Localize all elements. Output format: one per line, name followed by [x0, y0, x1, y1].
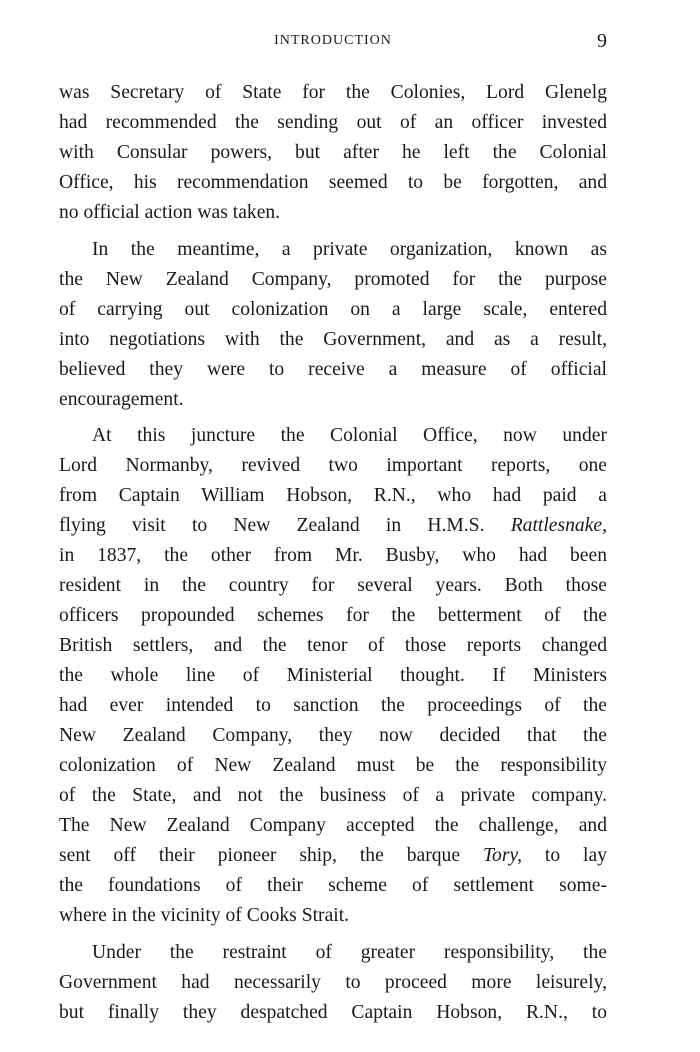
- text-line: colonization of New Zealand must be the responsibility: [59, 755, 607, 776]
- running-head: [59, 30, 607, 55]
- body-text: [59, 78, 607, 1034]
- text-line: the whole line of Ministerial thought. If Ministers: [59, 665, 607, 686]
- text-line: officers propounded schemes for the betterment of the: [59, 605, 607, 626]
- text-line: had recommended the sending out of an officer invested: [59, 112, 607, 133]
- italic-ship-name: Tory,: [482, 845, 522, 866]
- text-line: believed they were to receive a measure of official: [59, 358, 607, 380]
- text-line: no official action was taken.: [59, 202, 281, 223]
- text-line: encouragement.: [59, 388, 184, 410]
- text-line: in 1837, the other from Mr. Busby, who had been: [59, 545, 607, 566]
- text-line: Lord Normanby, revived two important reports, one: [59, 455, 607, 476]
- paragraph: [59, 938, 607, 1028]
- text-line: Under the restraint of greater responsibility, the: [92, 941, 607, 963]
- text-segment: sent off their pioneer ship, the barque: [59, 845, 483, 866]
- text-segment: to lay: [521, 845, 607, 866]
- italic-ship-name: Rattlesnake,: [510, 515, 607, 536]
- paragraph: [59, 421, 607, 931]
- text-line: had ever intended to sanction the proceedings of the: [59, 695, 607, 716]
- paragraph: [59, 235, 607, 415]
- text-line: [59, 511, 607, 541]
- running-title: INTRODUCTION: [274, 33, 392, 48]
- text-line: of carrying out colonization on a large scale, entered: [59, 298, 607, 320]
- text-line: resident in the country for several years. Both those: [59, 575, 607, 596]
- text-line: In the meantime, a private organization, known as: [92, 238, 607, 260]
- text-line: British settlers, and the tenor of those reports changed: [59, 635, 607, 656]
- text-line: into negotiations with the Government, and as a result,: [59, 328, 607, 350]
- page-number: 9: [597, 30, 607, 52]
- text-line: but finally they despatched Captain Hobson, R.N., to: [59, 1001, 607, 1023]
- text-segment: flying visit to New Zealand in H.M.S.: [59, 515, 511, 536]
- text-line: The New Zealand Company accepted the challenge, and: [59, 815, 607, 836]
- text-line: the New Zealand Company, promoted for the purpose: [59, 268, 607, 290]
- text-line: New Zealand Company, they now decided that the: [59, 725, 607, 746]
- text-line: where in the vicinity of Cooks Strait.: [59, 905, 350, 926]
- text-line: with Consular powers, but after he left the Colonial: [59, 142, 607, 163]
- text-line: was Secretary of State for the Colonies, Lord Glenelg: [59, 82, 607, 103]
- text-line: At this juncture the Colonial Office, now under: [92, 425, 607, 446]
- text-line: Office, his recommendation seemed to be forgotten, and: [59, 172, 607, 193]
- text-line: of the State, and not the business of a private company.: [59, 785, 607, 806]
- paragraph: [59, 78, 607, 228]
- text-line: [59, 841, 607, 871]
- text-line: from Captain William Hobson, R.N., who had paid a: [59, 485, 607, 506]
- text-line: the foundations of their scheme of settlement some-: [59, 875, 607, 896]
- text-line: Government had necessarily to proceed more leisurely,: [59, 971, 607, 993]
